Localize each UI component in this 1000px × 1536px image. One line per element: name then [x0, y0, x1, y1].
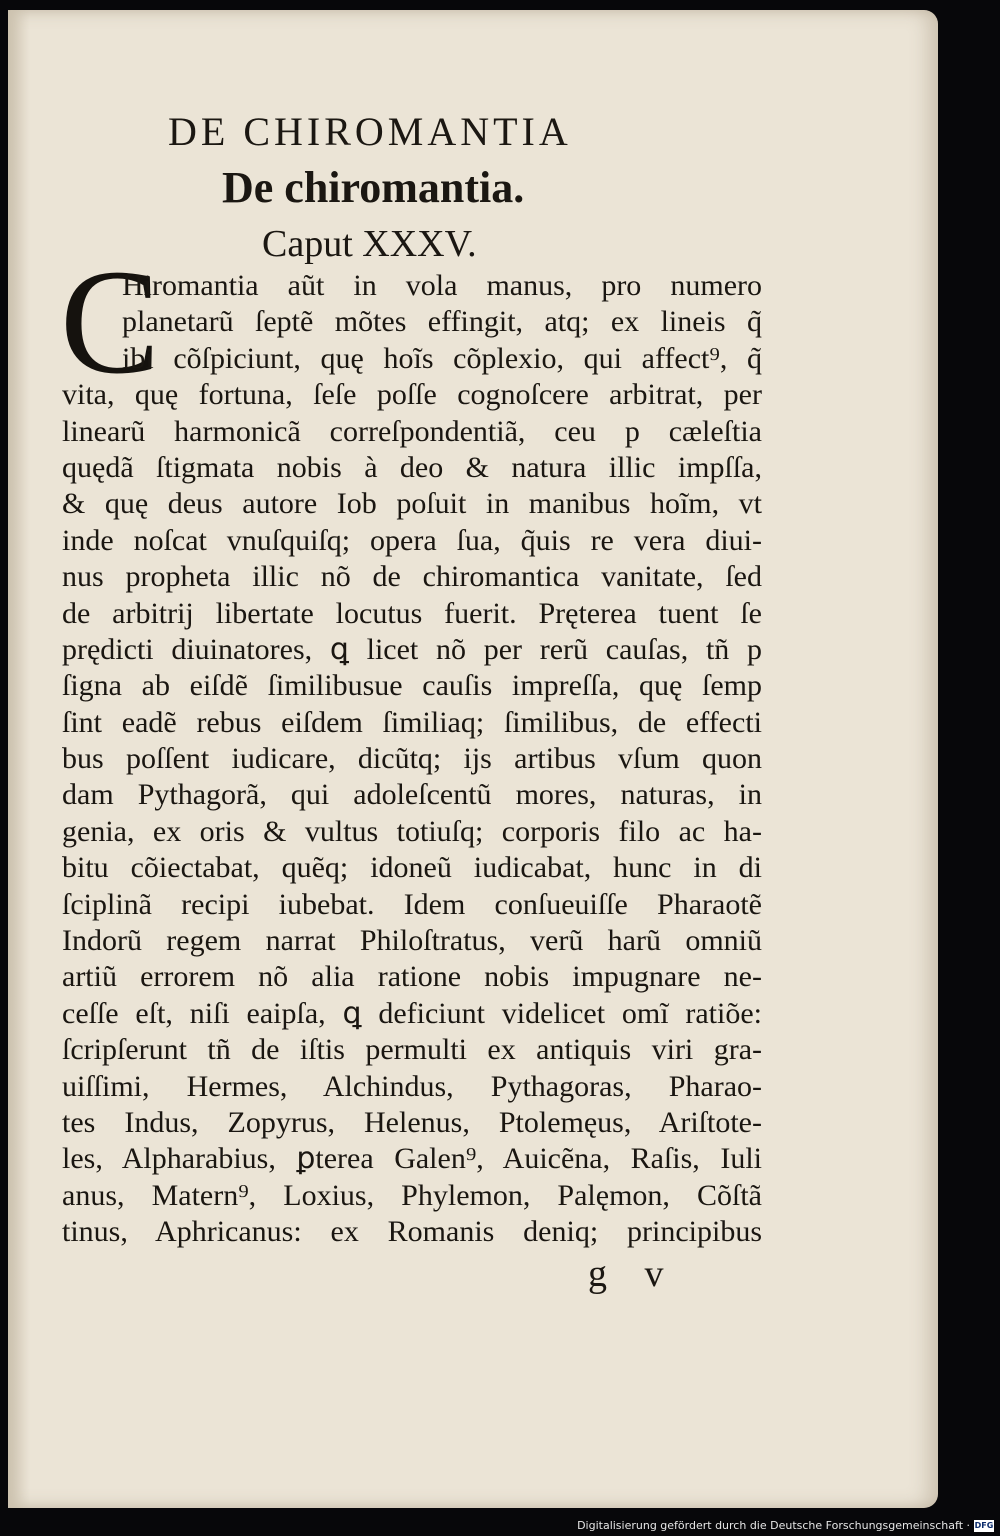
text-line: ſint eadẽ rebus eiſdem ſimiliaq; ſimilibus, de effecti — [62, 705, 762, 739]
text-line: ſciplinã recipi iubebat. Idem conſueuiſſe Pharaotẽ — [62, 887, 762, 921]
text-line: prędicti diuinatores, ꝗ licet nõ per rerũ cauſas, tñ p — [62, 632, 762, 666]
text-line: ibi cõſpiciunt, quę hoĩs cõplexio, qui affect⁹, q̃ — [122, 341, 762, 375]
text-line: quędã ſtigmata nobis à deo & natura illic impſſa, — [62, 450, 762, 484]
text-line: linearũ harmonicã correſpondentiã, ceu p cæleſtia — [62, 414, 762, 448]
digitization-credit: Digitalisierung gefördert durch die Deutsche Forschungsgemeinschaft · — [577, 1519, 970, 1532]
text-line: vita, quę fortuna, ſeſe poſſe cognoſcere arbitrat, per — [62, 378, 762, 412]
text-line: bus poſſent iudicare, dicũtq; ijs artibus vſum quon — [62, 742, 762, 776]
running-head: DE CHIROMANTIA — [168, 109, 572, 154]
text-line: & quę deus autore Iob poſuit in manibus hoĩm, vt — [62, 487, 762, 521]
text-line: ſcripſerunt tñ de iſtis permulti ex antiquis viri gra- — [62, 1033, 762, 1067]
text-line: anus, Matern⁹, Loxius, Phylemon, Palęmon, Cõſtã — [62, 1178, 762, 1212]
page-gutter-shadow — [8, 10, 30, 1508]
text-line: les, Alpharabius, ꝑterea Galen⁹, Auicẽna, Raſis, Iuli — [62, 1142, 762, 1176]
text-line: ſigna ab eiſdẽ ſimilibusue cauſis impreſſa, quę ſemp — [62, 669, 762, 703]
dfg-logo: DFG — [974, 1521, 994, 1530]
signature-mark: g v — [588, 1253, 678, 1295]
text-line: nus propheta illic nõ de chiromantica vanitate, ſed — [62, 560, 762, 594]
text-line: uiſſimi, Hermes, Alchindus, Pythagoras, Pharao- — [62, 1069, 762, 1103]
chapter-title: De chiromantia. — [222, 163, 525, 212]
text-line: de arbitrij libertate locutus fuerit. Pręterea tuent ſe — [62, 596, 762, 630]
text-line: tinus, Aphricanus: ex Romanis deniq; principibus — [62, 1215, 762, 1249]
body-text — [62, 268, 762, 1251]
text-line: tes Indus, Zopyrus, Helenus, Ptolemęus, Ariſtote- — [62, 1105, 762, 1139]
chapter-number: Caput XXXV. — [262, 223, 477, 265]
text-line: Indorũ regem narrat Philoſtratus, verũ harũ omniũ — [62, 924, 762, 958]
text-line: planetarũ ſeptẽ mõtes effingit, atq; ex lineis q̃ — [122, 305, 762, 339]
text-line: ceſſe eſt, niſi eaipſa, ꝗ deficiunt videlicet omĩ ratiõe: — [62, 996, 762, 1030]
text-line: dam Pythagorã, qui adoleſcentũ mores, naturas, in — [62, 778, 762, 812]
text-line: genia, ex oris & vultus totiuſq; corporis filo ac ha- — [62, 814, 762, 848]
drop-cap: C — [60, 239, 161, 405]
text-line: Hiromantia aũt in vola manus, pro numero — [122, 269, 762, 302]
text-line: artiũ errorem nõ alia ratione nobis impugnare ne- — [62, 960, 762, 994]
text-line: bitu cõiectabat, quẽq; idoneũ iudicabat, hunc in di — [62, 851, 762, 885]
text-line: inde noſcat vnuſquiſq; opera ſua, q̃uis re vera diui- — [62, 523, 762, 557]
